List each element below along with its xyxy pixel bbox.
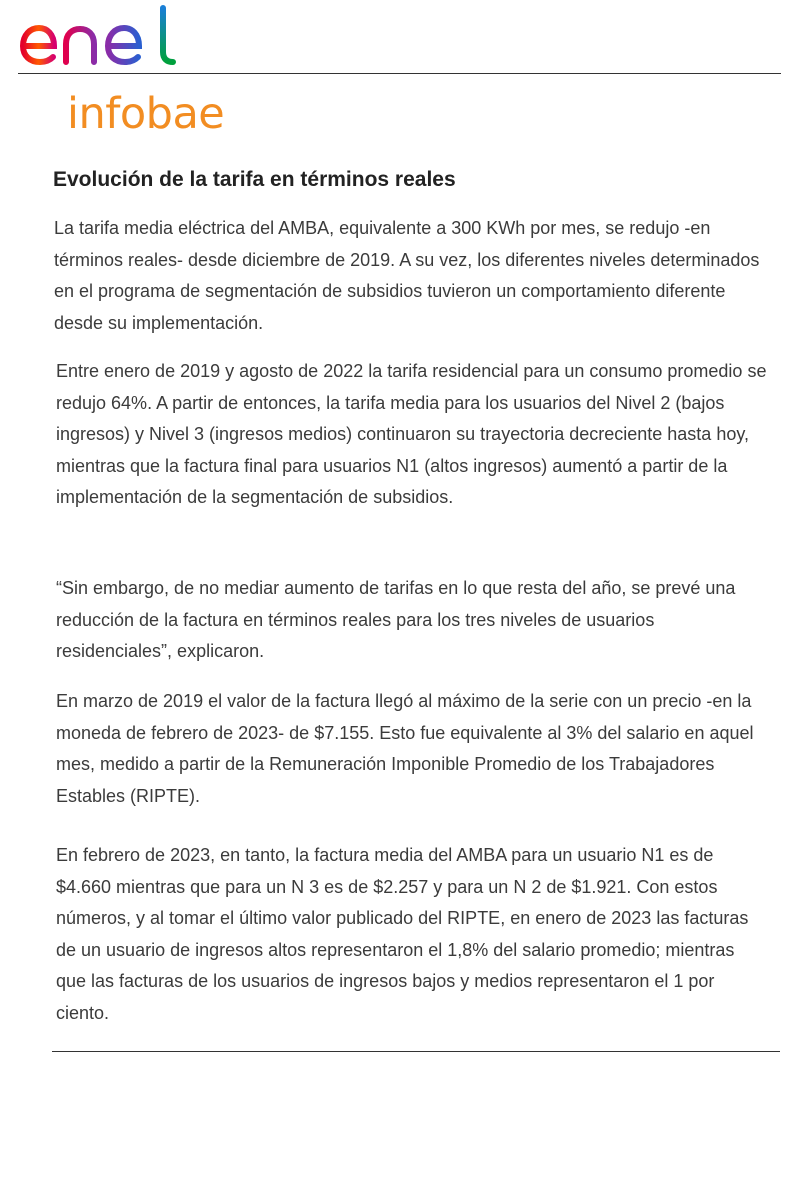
article-paragraph-2: Entre enero de 2019 y agosto de 2022 la tarifa residencial para un consumo promedio se redujo 64%. A partir de entonces, la tarifa media para los usuarios del Nivel 2 (bajos ingresos) y Nivel 3 (ingresos medios) continuaron su trayectoria decreciente hasta hoy, mientras que la factura final para usuarios N1 (altos ingresos) aumentó a partir de la implementación de la segmentación de subsidios. [56,361,767,507]
enel-logo [16,4,186,68]
footer-divider [52,1051,780,1052]
header-divider [18,73,781,74]
article-paragraph-4: En marzo de 2019 el valor de la factura llegó al máximo de la serie con un precio -en la moneda de febrero de 2023- de $7.155. Esto fue equivalente al 3% del salario en aquel mes, medido a partir de la Remuneración Imponible Promedio de los Trabajadores Estables (RIPTE). [56,691,754,806]
article-heading: Evolución de la tarifa en términos reales [53,168,456,191]
article-paragraph-5: En febrero de 2023, en tanto, la factura media del AMBA para un usuario N1 es de $4.660 mientras que para un N 3 es de $2.257 y para un N 2 de $1.921. Con estos números, y al tomar el último valor publicado del RIPTE, en enero de 2023 las facturas de un usuario de ingresos altos representaron el 1,8% del salario promedio; mientras que las facturas de los usuarios de ingresos bajos y medios representaron el 1 por ciento. [56,845,749,1023]
infobae-logo: infobae [67,89,225,139]
enel-logo-graphic [16,4,186,68]
article-quote-paragraph: “Sin embargo, de no mediar aumento de tarifas en lo que resta del año, se prevé una reducción de la factura en términos reales para los tres niveles de usuarios residenciales”, explicaron. [56,578,736,661]
article-paragraph-1: La tarifa media eléctrica del AMBA, equivalente a 300 KWh por mes, se redujo -en términos reales- desde diciembre de 2019. A su vez, los diferentes niveles determinados en el programa de segmentación de subsidios tuvieron un comportamiento diferente desde su implementación. [54,218,760,333]
